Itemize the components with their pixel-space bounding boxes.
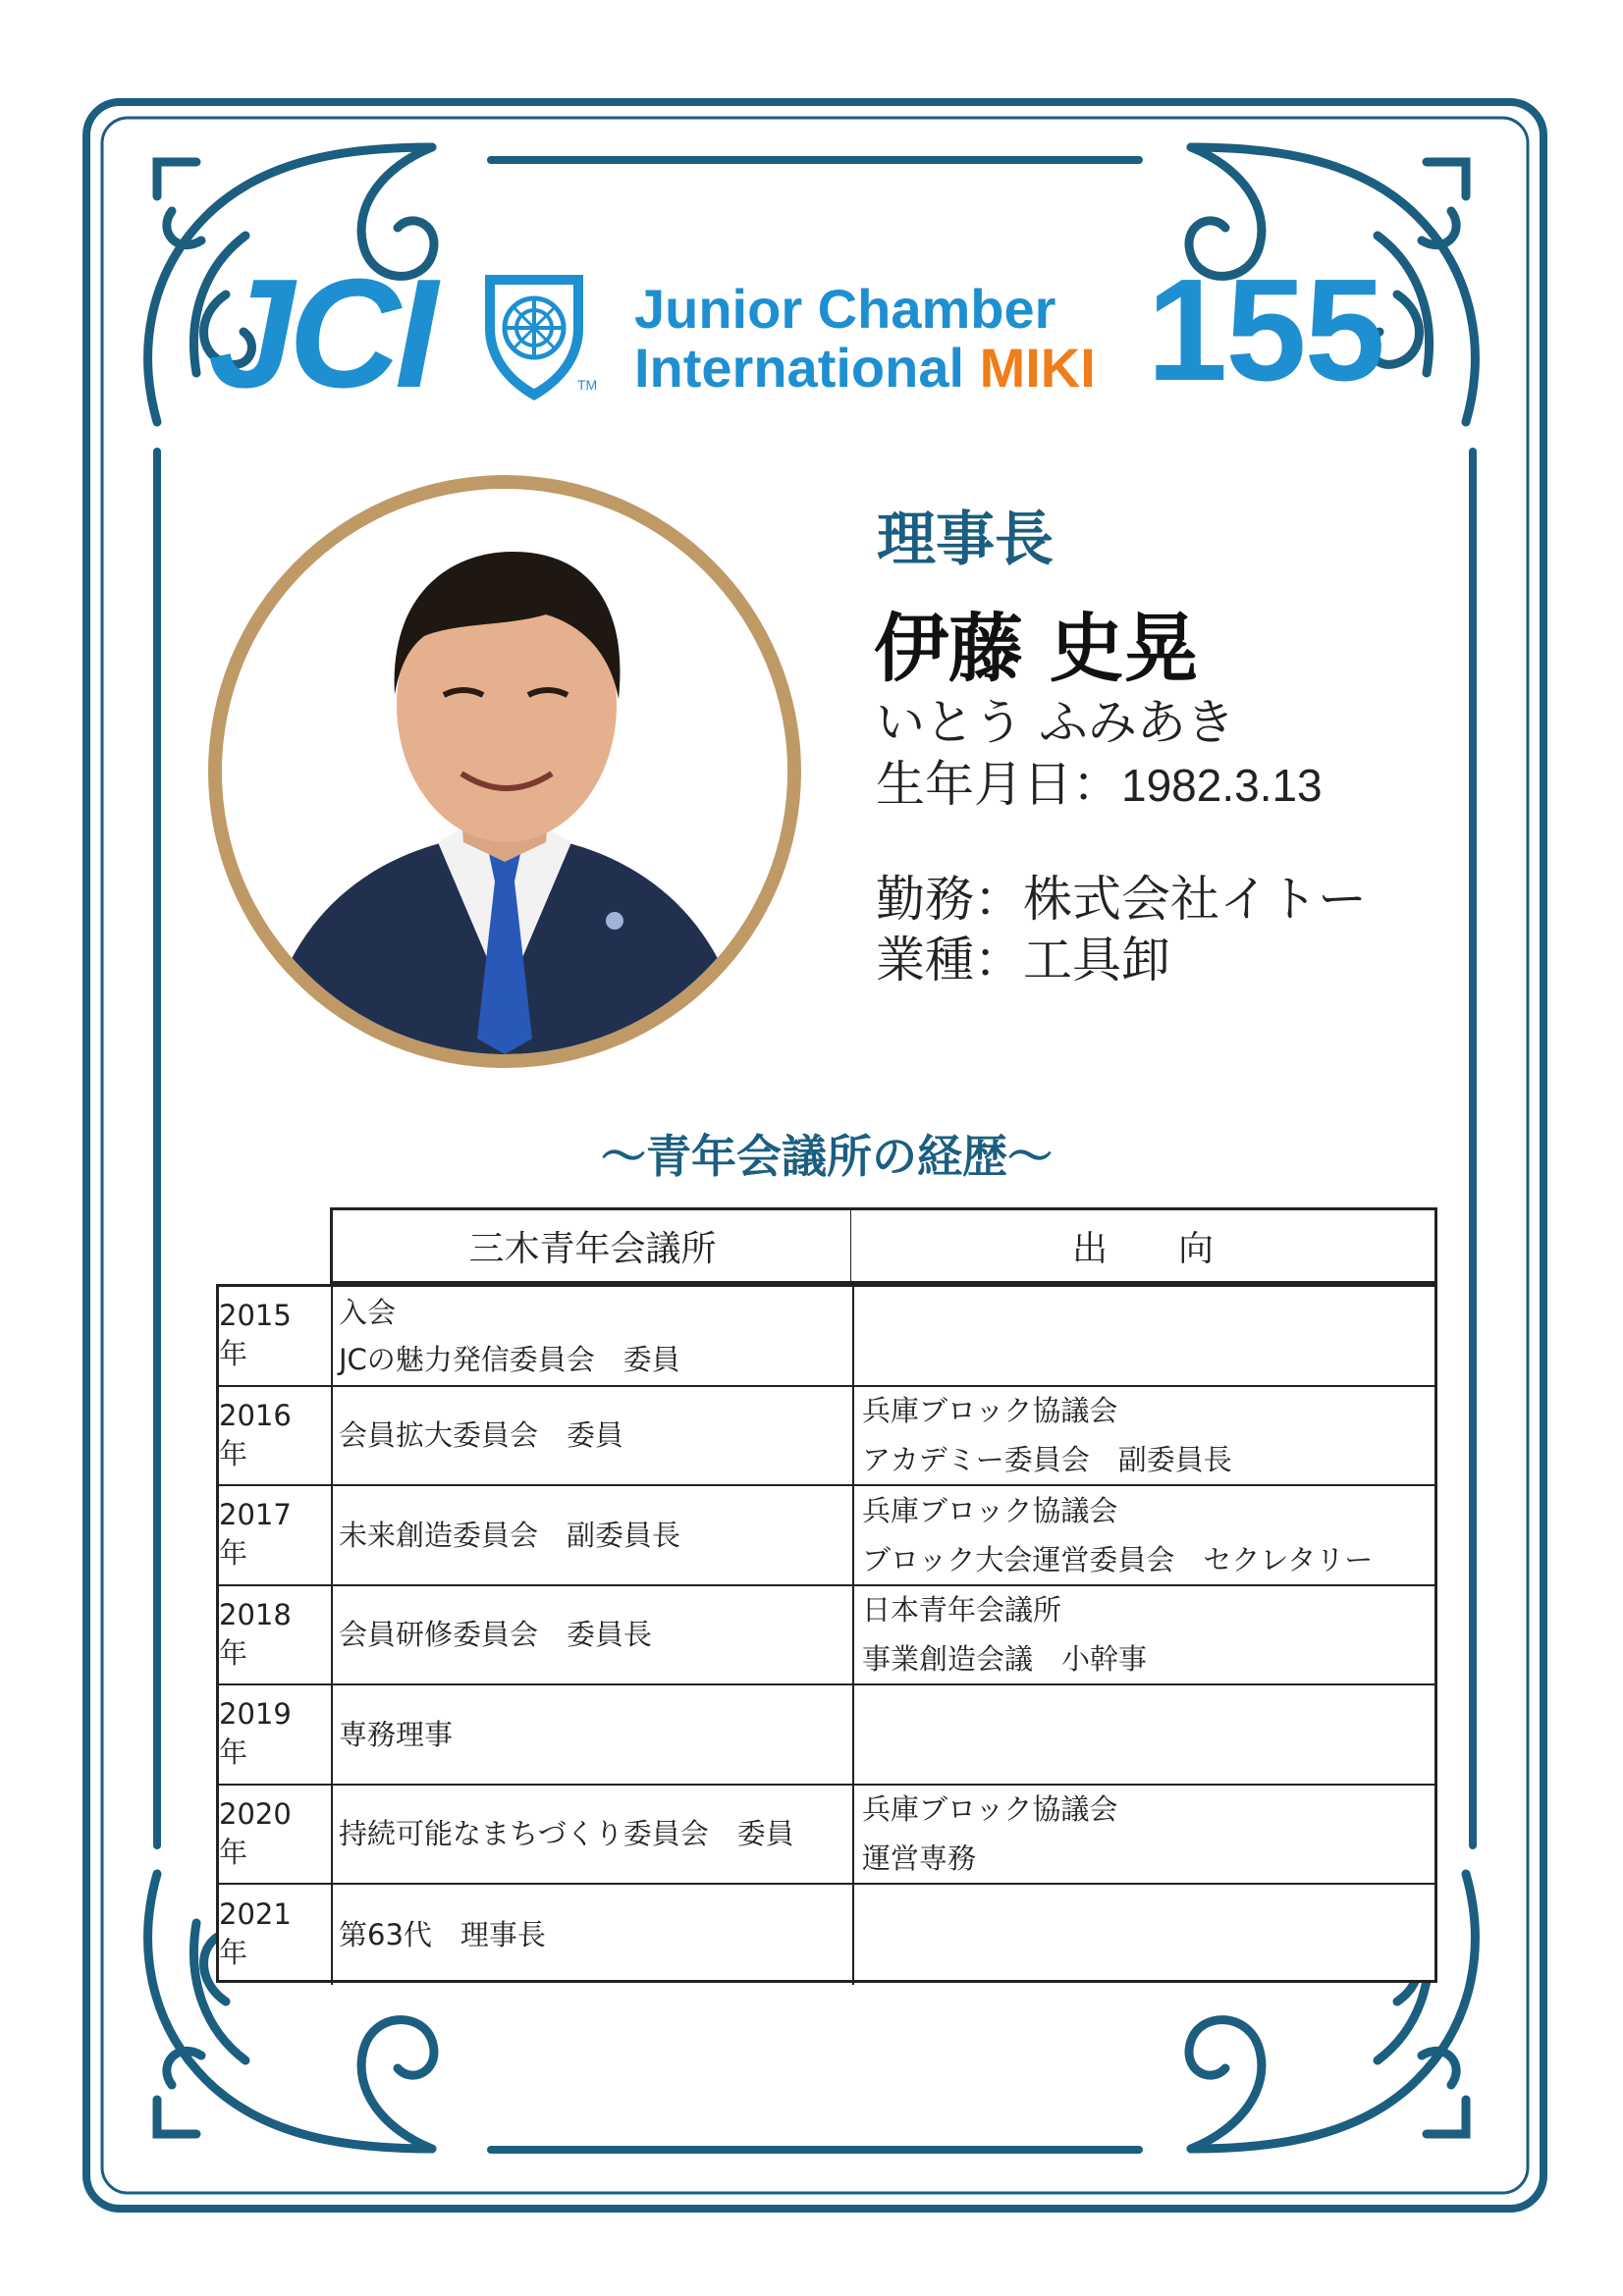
history-row xyxy=(219,1685,1434,1786)
history-year: 2015 年 xyxy=(219,1287,333,1385)
history-local-role xyxy=(333,1387,854,1485)
logo-miki: MIKI xyxy=(979,337,1096,399)
history-dispatch-line: 日本青年会議所 xyxy=(862,1593,1062,1628)
history-row xyxy=(219,1387,1434,1487)
history-dispatch-line: ブロック大会運営委員会 セクレタリー xyxy=(862,1542,1374,1576)
history-local-role xyxy=(333,1287,854,1385)
history-local-line: 入会 xyxy=(339,1295,397,1329)
history-local-line: 未来創造委員会 副委員長 xyxy=(339,1518,681,1552)
history-row xyxy=(219,1786,1434,1886)
history-dispatch-role xyxy=(854,1786,1434,1884)
history-row xyxy=(219,1486,1434,1586)
history-local-role xyxy=(333,1885,854,1985)
history-dispatch-line: 兵庫ブロック協議会 xyxy=(862,1493,1118,1527)
history-year: 2017 年 xyxy=(219,1486,333,1584)
birth-date xyxy=(876,754,1323,816)
history-dispatch-role xyxy=(854,1387,1434,1485)
history-local-line: 第63代 理事長 xyxy=(339,1917,546,1951)
logo-anniversary-number: 155 xyxy=(1147,249,1383,411)
history-dispatch-line: 兵庫ブロック協議会 xyxy=(862,1394,1118,1428)
history-year: 2016 年 xyxy=(219,1387,333,1485)
trademark-mark: TM xyxy=(577,377,598,393)
history-local-line: 会員研修委員会 委員長 xyxy=(339,1618,653,1652)
history-section-title: ～青年会議所の経歴～ xyxy=(601,1130,1053,1183)
history-local-role xyxy=(333,1486,854,1584)
name-reading: いとう ふみあき xyxy=(876,694,1235,751)
position-title: 理事長 xyxy=(877,506,1054,574)
industry: 業種：工具卸 xyxy=(876,932,1170,988)
history-year: 2019 年 xyxy=(219,1685,333,1784)
history-dispatch-line: 運営専務 xyxy=(862,1842,977,1876)
history-row xyxy=(219,1586,1434,1686)
history-dispatch-line: 事業創造会議 小幹事 xyxy=(862,1642,1148,1677)
history-year: 2020 年 xyxy=(219,1786,333,1884)
history-year: 2021 年 xyxy=(219,1885,333,1985)
history-table-body xyxy=(216,1284,1437,1983)
person-portrait-icon xyxy=(222,489,787,1054)
history-dispatch-role xyxy=(854,1885,1434,1985)
history-local-role xyxy=(333,1786,854,1884)
history-dispatch-role xyxy=(854,1685,1434,1784)
workplace: 勤務：株式会社イトー xyxy=(876,871,1367,928)
history-row xyxy=(219,1287,1434,1387)
history-dispatch-line: 兵庫ブロック協議会 xyxy=(862,1792,1118,1827)
logo-international-line xyxy=(634,339,1096,398)
history-local-line: 会員拡大委員会 委員 xyxy=(339,1418,624,1453)
logo-junior-chamber: Junior Chamber xyxy=(634,278,1056,340)
history-local-role xyxy=(333,1685,854,1784)
header-local-chapter: 三木青年会議所 xyxy=(330,1207,853,1284)
history-table xyxy=(216,1207,1437,1983)
history-row xyxy=(219,1885,1434,1985)
header-dispatch: 出 向 xyxy=(850,1207,1437,1284)
history-year: 2018 年 xyxy=(219,1586,333,1684)
history-dispatch-line: アカデミー委員会 副委員長 xyxy=(862,1443,1232,1477)
jci-logo-text: JCI xyxy=(208,247,432,420)
history-local-line: 持続可能なまちづくり委員会 委員 xyxy=(339,1817,794,1851)
history-dispatch-role xyxy=(854,1586,1434,1684)
logo-international: International xyxy=(634,337,965,399)
profile-photo xyxy=(222,489,787,1054)
history-local-role xyxy=(333,1586,854,1684)
history-dispatch-role xyxy=(854,1486,1434,1584)
jci-shield-icon xyxy=(479,267,589,404)
history-local-line: 専務理事 xyxy=(339,1717,454,1751)
birth-date-value: 1982.3.13 xyxy=(1121,760,1323,811)
history-local-line: JCの魅力発信委員会 委員 xyxy=(339,1342,680,1376)
person-name: 伊藤 史晃 xyxy=(874,605,1199,692)
birth-date-label: 生年月日： xyxy=(876,756,1121,813)
history-dispatch-role xyxy=(854,1287,1434,1385)
